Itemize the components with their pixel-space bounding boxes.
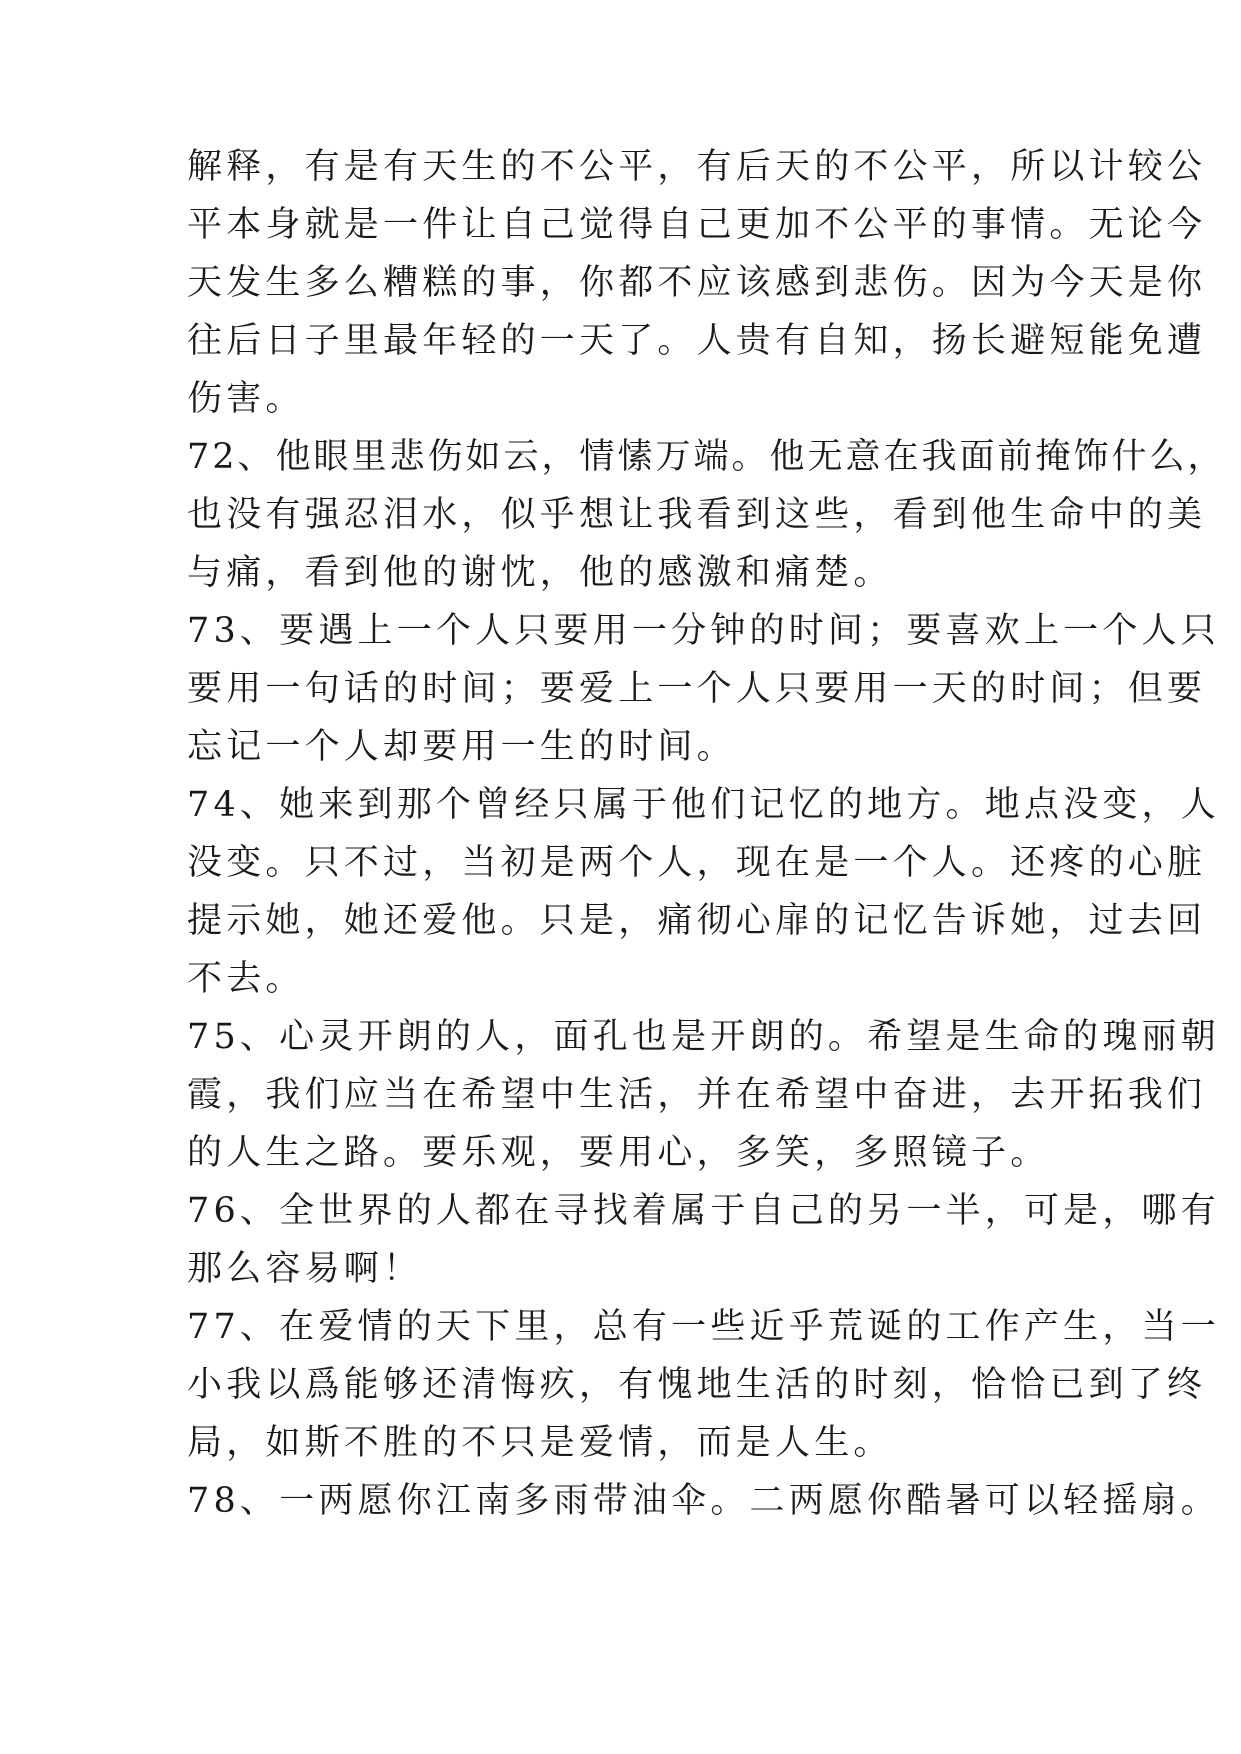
text-line: 78、一两愿你江南多雨带油伞。二两愿你酷暑可以轻摇扇。: [187, 1481, 1220, 1521]
text-line: 伤害。: [187, 379, 305, 419]
text-line: 天发生多么糟糕的事，你都不应该感到悲伤。因为今天是你: [187, 263, 1207, 303]
text-line: 那么容易啊！: [187, 1249, 423, 1289]
text-line: 73、要遇上一个人只要用一分钟的时间；要喜欢上一个人只: [187, 611, 1220, 651]
text-line: 提示她，她还爱他。只是，痛彻心扉的记忆告诉她，过去回: [187, 901, 1207, 941]
text-line: 77、在爱情的天下里，总有一些近乎荒诞的工作产生，当一: [187, 1307, 1220, 1347]
text-line: 平本身就是一件让自己觉得自己更加不公平的事情。无论今: [187, 205, 1207, 245]
text-line: 局，如斯不胜的不只是爱情，而是人生。: [187, 1423, 893, 1463]
text-line: 的人生之路。要乐观，要用心，多笑，多照镜子。: [187, 1133, 1050, 1173]
text-line: 小我以爲能够还清悔疚，有愧地生活的时刻，恰恰已到了终: [187, 1365, 1207, 1405]
text-line: 不去。: [187, 959, 305, 999]
text-line: 霞，我们应当在希望中生活，并在希望中奋进，去开拓我们: [187, 1075, 1207, 1115]
text-line: 没变。只不过，当初是两个人，现在是一个人。还疼的心脏: [187, 843, 1207, 883]
text-line: 也没有强忍泪水，似乎想让我看到这些，看到他生命中的美: [187, 495, 1207, 535]
text-line: 解释，有是有天生的不公平，有后天的不公平，所以计较公: [187, 147, 1207, 187]
text-line: 75、心灵开朗的人，面孔也是开朗的。希望是生命的瑰丽朝: [187, 1017, 1220, 1057]
text-line: 与痛，看到他的谢忱，他的感激和痛楚。: [187, 553, 893, 593]
text-line: 要用一句话的时间；要爱上一个人只要用一天的时间；但要: [187, 669, 1207, 709]
text-line: 往后日子里最年轻的一天了。人贵有自知，扬长避短能免遭: [187, 321, 1207, 361]
text-line: 72、他眼里悲伤如云，情愫万端。他无意在我面前掩饰什么，: [187, 437, 1226, 477]
text-line: 76、全世界的人都在寻找着属于自己的另一半，可是，哪有: [187, 1191, 1220, 1231]
text-line: 74、她来到那个曾经只属于他们记忆的地方。地点没变，人: [187, 785, 1220, 825]
text-line: 忘记一个人却要用一生的时间。: [187, 727, 736, 767]
